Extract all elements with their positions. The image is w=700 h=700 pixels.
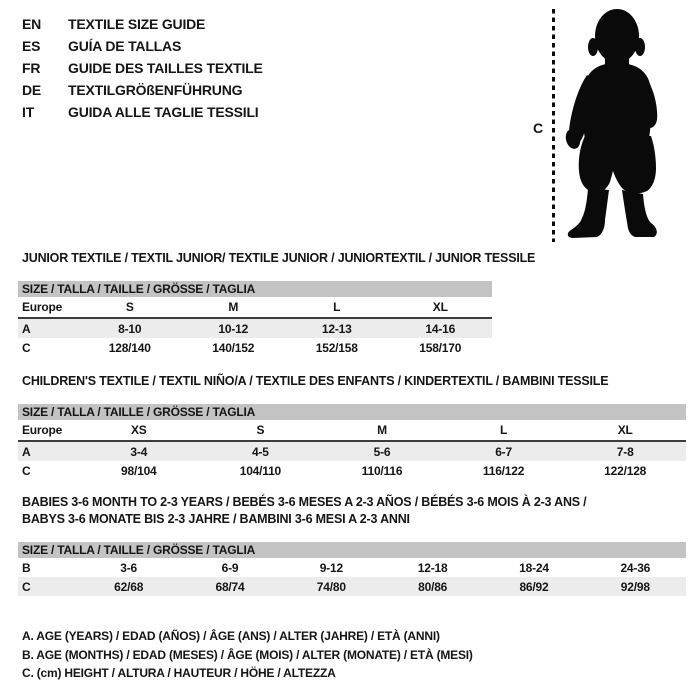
table-row <box>18 577 686 596</box>
language-code: ES <box>22 38 41 54</box>
size-cell: 80/86 <box>418 579 448 594</box>
size-cell: 140/152 <box>212 340 255 355</box>
size-cell: XL <box>617 423 633 437</box>
section-junior <box>18 250 700 357</box>
size-cell: 18-24 <box>519 560 549 575</box>
size-cell: 4-5 <box>252 444 269 459</box>
size-cell: M <box>377 423 387 437</box>
size-cell: 152/158 <box>315 340 358 355</box>
size-cell: 9-12 <box>319 560 343 575</box>
toddler-silhouette-icon <box>560 6 670 242</box>
size-cell: 10-12 <box>218 321 249 336</box>
size-cell: 98/104 <box>121 463 157 478</box>
size-cell: 92/98 <box>620 579 650 594</box>
language-code: FR <box>22 60 41 76</box>
language-row <box>22 57 263 79</box>
size-cell: 3-6 <box>120 560 138 575</box>
language-label: TEXTILE SIZE GUIDE <box>68 16 206 32</box>
table-row <box>18 338 492 357</box>
row-label: Europe <box>22 423 63 437</box>
size-cell: 6-7 <box>495 444 512 459</box>
size-cell: M <box>228 300 239 314</box>
size-cell: 86/92 <box>519 579 549 594</box>
language-row <box>22 79 263 101</box>
row-label: A <box>22 444 31 459</box>
size-cell: 62/68 <box>114 579 144 594</box>
language-code: DE <box>22 82 42 98</box>
toddler-figure <box>520 0 700 252</box>
table-row <box>18 461 686 480</box>
size-cell: 12-13 <box>321 321 352 336</box>
size-cell: 6-9 <box>221 560 239 575</box>
size-cell: 7-8 <box>616 444 634 459</box>
height-dashed-line <box>552 9 555 242</box>
language-label: GUIDA ALLE TAGLIE TESSILI <box>68 104 259 120</box>
row-label: B <box>22 560 31 575</box>
size-cell: L <box>333 300 341 314</box>
section-title: BABYS 3-6 MONATE BIS 2-3 JAHRE / BAMBINI 3-6 MESI A 2-3 ANNI <box>22 512 410 526</box>
size-cell: XL <box>432 300 448 314</box>
size-cell: 3-4 <box>130 444 148 459</box>
language-row <box>22 35 263 57</box>
size-cell: XS <box>130 423 147 437</box>
row-label: C <box>22 340 31 355</box>
size-table <box>18 542 686 596</box>
language-label: TEXTILGRÖßENFÜHRUNG <box>68 82 243 98</box>
size-cell: 116/122 <box>482 463 525 478</box>
size-cell: 24-36 <box>620 560 651 575</box>
section-babies <box>18 494 700 596</box>
size-cell: S <box>256 423 265 437</box>
table-row <box>18 558 686 577</box>
size-header-row: SIZE / TALLA / TAILLE / GRÖSSE / TAGLIA <box>18 404 686 420</box>
footnote: A. AGE (YEARS) / EDAD (AÑOS) / ÂGE (ANS) / ALTER (JAHRE) / ETÀ (ANNI) <box>22 629 440 643</box>
row-label: C <box>22 579 31 594</box>
language-row <box>22 101 263 123</box>
language-code: IT <box>22 104 35 120</box>
table-row <box>18 420 686 442</box>
language-code: EN <box>22 16 42 32</box>
footnote: B. AGE (MONTHS) / EDAD (MESES) / ÂGE (MOIS) / ALTER (MONATE) / ETÀ (MESI) <box>22 647 473 662</box>
footnotes <box>22 627 473 683</box>
row-label: C <box>22 463 31 478</box>
size-table <box>18 281 492 357</box>
language-label: GUIDE DES TAILLES TEXTILE <box>68 60 263 76</box>
size-cell: 74/80 <box>316 579 346 594</box>
size-cell: 5-6 <box>373 444 391 459</box>
size-table <box>18 404 686 480</box>
size-cell: 14-16 <box>425 321 456 336</box>
language-label: GUÍA DE TALLAS <box>68 38 182 54</box>
section-title: BABIES 3-6 MONTH TO 2-3 YEARS / BEBÉS 3-6 MESES A 2-3 AÑOS / BÉBÉS 3-6 MOIS À 2-3 ANS / <box>22 495 587 509</box>
size-cell: 8-10 <box>118 321 142 336</box>
size-cell: 158/170 <box>419 340 462 355</box>
footnote: C. (cm) HEIGHT / ALTURA / HAUTEUR / HÖHE / ALTEZZA <box>22 666 336 680</box>
size-header-row: SIZE / TALLA / TAILLE / GRÖSSE / TAGLIA <box>18 281 492 297</box>
section-title: CHILDREN'S TEXTILE / TEXTIL NIÑO/A / TEXTILE DES ENFANTS / KINDERTEXTIL / BAMBINI TESSILE <box>22 374 609 388</box>
size-cell: 122/128 <box>604 463 647 478</box>
size-header-row: SIZE / TALLA / TAILLE / GRÖSSE / TAGLIA <box>18 542 686 558</box>
language-row <box>22 13 263 35</box>
size-cell: 128/140 <box>108 340 151 355</box>
size-cell: L <box>500 423 508 437</box>
table-row <box>18 297 492 319</box>
size-cell: S <box>125 300 134 314</box>
section-title: JUNIOR TEXTILE / TEXTIL JUNIOR/ TEXTILE JUNIOR / JUNIORTEXTIL / JUNIOR TESSILE <box>22 251 536 265</box>
row-label: A <box>22 321 31 336</box>
size-cell: 104/110 <box>239 463 282 478</box>
row-label: Europe <box>22 300 63 314</box>
size-cell: 68/74 <box>215 579 245 594</box>
table-row <box>18 442 686 461</box>
section-children <box>18 373 700 480</box>
language-list <box>22 13 263 123</box>
table-row <box>18 319 492 338</box>
size-cell: 110/116 <box>361 463 403 478</box>
height-measure-label: C <box>533 120 544 136</box>
size-cell: 12-18 <box>417 560 448 575</box>
